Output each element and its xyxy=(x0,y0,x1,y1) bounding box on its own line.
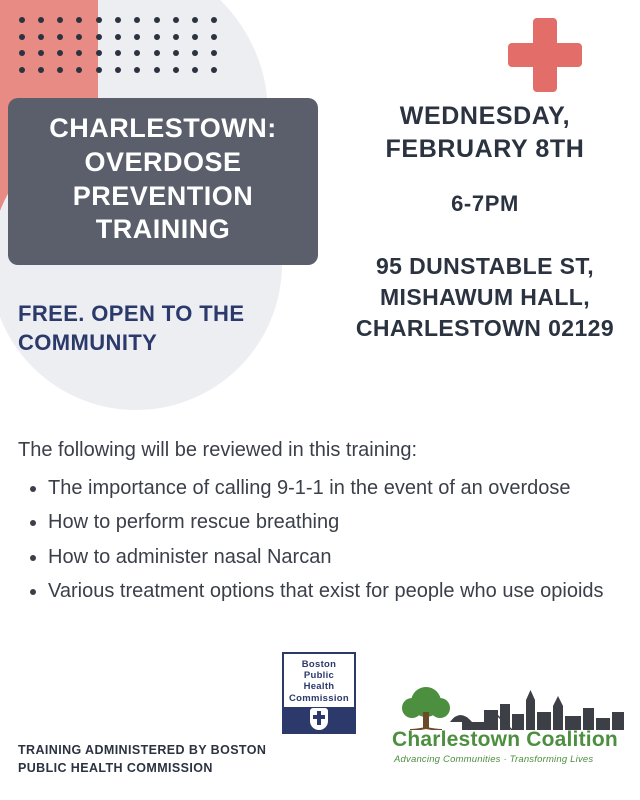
dot xyxy=(115,67,121,73)
training-topic-list xyxy=(18,474,622,606)
tree-skyline-icon xyxy=(392,686,628,730)
dot xyxy=(192,34,198,40)
training-contents-section xyxy=(18,437,622,612)
dot xyxy=(76,50,82,56)
event-title-box xyxy=(8,98,318,265)
event-time: 6-7PM xyxy=(451,191,519,216)
bphc-word-2: Public xyxy=(303,670,335,682)
dot xyxy=(57,34,63,40)
dot xyxy=(173,17,179,23)
event-title-line-4: TRAINING xyxy=(95,214,231,245)
dot xyxy=(192,67,198,73)
dot xyxy=(173,34,179,40)
dot xyxy=(173,50,179,56)
event-address-line-3: CHARLESTOWN 02129 xyxy=(355,315,615,342)
bphc-word-3: Health xyxy=(303,681,335,693)
event-details-column xyxy=(340,100,630,344)
footer-administered-by-text: TRAINING ADMINISTERED BY BOSTON PUBLIC HEALTH COMMISSION xyxy=(18,742,267,776)
free-open-to-community-text: FREE. OPEN TO THE COMMUNITY xyxy=(18,301,245,355)
event-title-line-3: PREVENTION xyxy=(72,180,254,211)
dot xyxy=(38,67,44,73)
dot xyxy=(154,34,160,40)
training-topic-item: • Various treatment options that exist for people who use opioids xyxy=(48,577,622,605)
bphc-wordmark xyxy=(289,654,349,704)
dot xyxy=(38,17,44,23)
dot xyxy=(134,67,140,73)
dot xyxy=(96,34,102,40)
event-date: WEDNESDAY, FEBRUARY 8TH xyxy=(385,102,585,163)
bphc-word-1: Boston xyxy=(301,659,337,670)
dot xyxy=(96,67,102,73)
dot xyxy=(134,34,140,40)
training-intro-text: The following will be reviewed in this training: xyxy=(18,439,418,461)
dot xyxy=(96,50,102,56)
dot xyxy=(57,50,63,56)
charlestown-coalition-tagline: Advancing Communities · Transforming Lives xyxy=(394,754,594,765)
dot xyxy=(76,17,82,23)
dot xyxy=(19,67,25,73)
dot xyxy=(96,17,102,23)
dot xyxy=(19,50,25,56)
dot xyxy=(19,17,25,23)
dot xyxy=(211,50,217,56)
dot xyxy=(57,17,63,23)
dot xyxy=(38,34,44,40)
dot xyxy=(134,50,140,56)
dot xyxy=(154,67,160,73)
boston-public-health-commission-logo xyxy=(282,652,356,734)
dot xyxy=(76,34,82,40)
training-topic-item: • The importance of calling 9-1-1 in the event of an overdose xyxy=(48,474,622,502)
dot xyxy=(154,50,160,56)
event-address-line-1: 95 DUNSTABLE ST, xyxy=(375,253,595,279)
dot xyxy=(192,50,198,56)
event-address-line-2: MISHAWUM HALL, xyxy=(379,284,591,311)
dot xyxy=(211,17,217,23)
shield-cross-icon xyxy=(283,707,355,732)
dot xyxy=(115,34,121,40)
dot xyxy=(211,67,217,73)
dot xyxy=(192,17,198,23)
dot xyxy=(173,67,179,73)
dot xyxy=(211,34,217,40)
event-address xyxy=(340,251,630,344)
event-title-line-2: OVERDOSE xyxy=(84,146,242,177)
training-topic-item: • How to perform rescue breathing xyxy=(48,508,622,536)
dot xyxy=(38,50,44,56)
dot xyxy=(76,67,82,73)
medical-cross-icon xyxy=(508,18,582,92)
charlestown-coalition-logo xyxy=(392,686,628,778)
bphc-word-4: Commission xyxy=(288,692,349,704)
dot xyxy=(134,17,140,23)
charlestown-coalition-name: Charlestown Coalition xyxy=(392,728,618,751)
dot xyxy=(115,50,121,56)
dot xyxy=(115,17,121,23)
event-title-line-1: CHARLESTOWN: xyxy=(49,113,277,143)
dot xyxy=(19,34,25,40)
dot xyxy=(57,67,63,73)
dot xyxy=(154,17,160,23)
training-topic-item: • How to administer nasal Narcan xyxy=(48,543,622,571)
dot-grid-decoration xyxy=(12,12,224,78)
